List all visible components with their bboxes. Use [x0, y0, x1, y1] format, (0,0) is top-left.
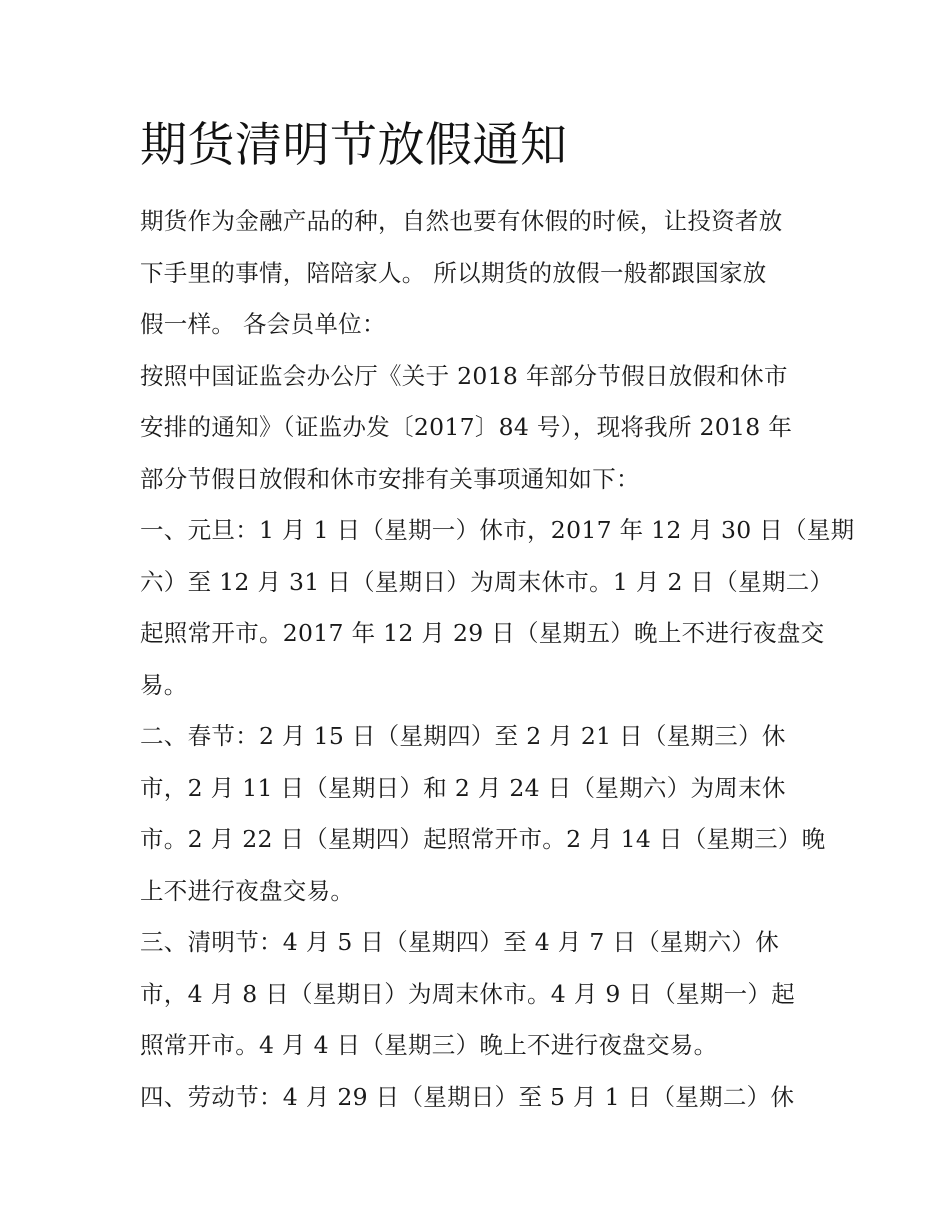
body-line: 下手里的事情，陪陪家人。 所以期货的放假一般都跟国家放	[140, 258, 767, 287]
body-line: 一、元旦：1 月 1 日（星期一）休市，2017 年 12 月 30 日（星期	[140, 516, 855, 544]
body-line: 市。2 月 22 日（星期四）起照常开市。2 月 14 日（星期三）晚	[140, 825, 826, 853]
body-line: 二、春节：2 月 15 日（星期四）至 2 月 21 日（星期三）休	[140, 722, 786, 750]
body-line: 部分节假日放假和休市安排有关事项通知如下：	[140, 464, 640, 493]
body-line: 假一样。 各会员单位：	[140, 310, 386, 338]
document-body	[140, 196, 855, 1123]
body-line: 六）至 12 月 31 日（星期日）为周末休市。1 月 2 日（星期二）	[140, 567, 834, 596]
body-line: 照常开市。4 月 4 日（星期三）晚上不进行夜盘交易。	[140, 1031, 718, 1059]
body-line: 期货作为金融产品的种，自然也要有休假的时候，让投资者放	[140, 207, 783, 235]
body-line: 四、劳动节：4 月 29 日（星期日）至 5 月 1 日（星期二）休	[140, 1082, 795, 1111]
body-line: 按照中国证监会办公厅《关于 2018 年部分节假日放假和休市	[140, 361, 788, 390]
body-line: 易。	[140, 670, 188, 699]
body-line: 三、清明节：4 月 5 日（星期四）至 4 月 7 日（星期六）休	[140, 928, 779, 956]
body-line: 上不进行夜盘交易。	[140, 876, 355, 905]
document-title: 期货清明节放假通知	[140, 118, 568, 173]
body-line: 起照常开市。2017 年 12 月 29 日（星期五）晚上不进行夜盘交	[140, 619, 825, 647]
body-line: 安排的通知》（证监办发〔2017〕84 号），现将我所 2018 年	[140, 413, 793, 441]
body-line: 市，2 月 11 日（星期日）和 2 月 24 日（星期六）为周末休	[140, 773, 786, 802]
body-line: 市，4 月 8 日（星期日）为周末休市。4 月 9 日（星期一）起	[140, 979, 796, 1008]
